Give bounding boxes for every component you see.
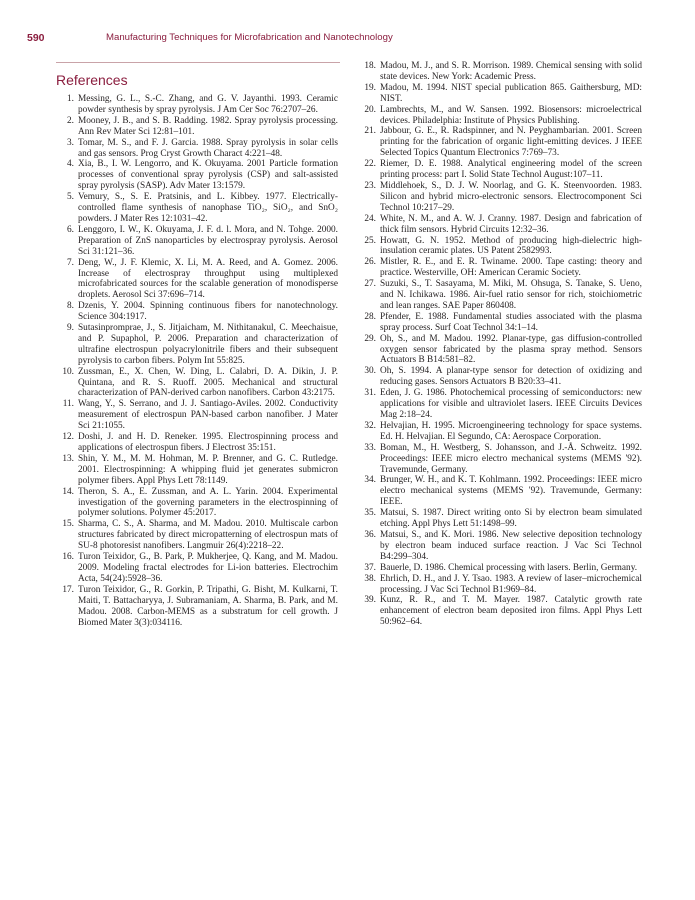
reference-entry xyxy=(358,530,642,563)
reference-text: Wang, Y., S. Serrano, and J. J. Santiago-Aviles. 2002. Conductivity measurement of electrospun PAN-based carbon nanofiber. J Mater Sci 21:1055. xyxy=(78,399,338,432)
reference-entry xyxy=(358,279,642,312)
reference-number: 19. xyxy=(364,82,376,93)
reference-entry xyxy=(358,443,642,476)
reference-number: 5. xyxy=(67,192,74,203)
reference-number: 38. xyxy=(364,573,376,584)
reference-entry xyxy=(56,323,338,367)
reference-text: Kunz, R. R., and T. M. Mayer. 1987. Catalytic growth rate enhancement of electron beam deposited iron films. Appl Phys Lett 50:962–64. xyxy=(380,595,642,628)
reference-entry xyxy=(56,225,338,258)
reference-number: 32. xyxy=(364,420,376,431)
reference-text: Zussman, E., X. Chen, W. Ding, L. Calabri, D. A. Dikin, J. P. Quintana, and R. S. Ruoff. 2005. Mechanical and structural characterization of PAN-derived carbon nanofibers. Carbon 43:2175. xyxy=(78,366,338,399)
reference-text: Vemury, S., S. E. Pratsinis, and L. Kibbey. 1977. Electrically-controlled flame synthesis of nanophase TiO₂, SiO₂, and SnO₂ powders. J Mater Res 12:1031–42. xyxy=(78,192,338,224)
reference-text: Mistler, R. E., and E. R. Twiname. 2000. Tape casting: theory and practice. Westerville, OH: American Ceramic Society. xyxy=(380,257,642,279)
reference-entry xyxy=(56,94,338,116)
references-left-column xyxy=(56,94,338,628)
reference-number: 15. xyxy=(62,519,74,530)
reference-text: Riemer, D. E. 1988. Analytical engineering model of the screen printing process: part I. Solid State Technol August:107–11. xyxy=(380,159,642,181)
reference-number: 13. xyxy=(62,453,74,464)
reference-entry xyxy=(56,454,338,487)
reference-entry xyxy=(358,508,642,530)
reference-text: Madou, M. 1994. NIST special publication 865. Gaithersburg, MD: NIST. xyxy=(380,82,642,104)
reference-text: Tomar, M. S., and F. J. Garcia. 1988. Spray pyrolysis in solar cells and gas sensors. Prog Cryst Growth Charact 4:221–48. xyxy=(78,137,338,159)
reference-text: White, N. M., and A. W. J. Cranny. 1987. Design and fabrication of thick film sensors. Hybrid Circuits 12:32–36. xyxy=(380,213,642,235)
reference-number: 18. xyxy=(364,61,376,71)
reference-entry xyxy=(358,105,642,127)
reference-text: Oh, S. 1994. A planar-type sensor for detection of oxidizing and reducing gases. Sensors Actuators B B20:33–41. xyxy=(380,366,642,388)
reference-number: 39. xyxy=(364,595,376,606)
reference-entry xyxy=(56,258,338,302)
reference-number: 33. xyxy=(364,442,376,453)
reference-text: Bauerle, D. 1986. Chemical processing with lasers. Berlin, Germany. xyxy=(380,562,638,573)
reference-entry xyxy=(358,126,642,159)
reference-text: Brunger, W. H., and K. T. Kohlmann. 1992. Proceedings: IEEE micro electro mechanical systems (MEMS '92). Travemunde, Germany: IEEE. xyxy=(380,475,642,508)
reference-number: 1. xyxy=(67,94,74,104)
reference-number: 36. xyxy=(364,529,376,540)
reference-text: Turon Teixidor, G., R. Gorkin, P. Tripathi, G. Bisht, M. Kulkarni, T. Maiti, T. Battacharyya, J. Subramaniam, A. Sharma, B. Park, and M. Madou. 2008. Carbon-MEMS as a substratum for cell growth. J Biomed Mater 3(3):034116. xyxy=(78,584,338,628)
reference-number: 8. xyxy=(67,301,74,312)
reference-number: 23. xyxy=(364,180,376,191)
reference-number: 22. xyxy=(364,159,376,170)
reference-number: 10. xyxy=(62,366,74,377)
reference-entry xyxy=(56,301,338,323)
reference-entry xyxy=(358,334,642,367)
reference-entry xyxy=(56,432,338,454)
reference-number: 21. xyxy=(364,126,376,137)
reference-entry xyxy=(358,475,642,508)
reference-number: 34. xyxy=(364,475,376,486)
reference-number: 24. xyxy=(364,213,376,224)
reference-text: Pfender, E. 1988. Fundamental studies associated with the plasma spray process. Surf Coat Technol 34:1–14. xyxy=(380,311,642,333)
reference-entry xyxy=(358,214,642,236)
reference-entry xyxy=(358,574,642,596)
reference-entry xyxy=(358,181,642,214)
reference-entry xyxy=(358,236,642,258)
reference-text: Xia, B., I. W. Lengorro, and K. Okuyama. 2001 Particle formation processes of conventional spray pyrolysis (CSP) and salt-assisted spray pyrolysis (SASP). Adv Mater 13:1579. xyxy=(78,159,338,192)
reference-entry xyxy=(358,257,642,279)
reference-text: Doshi, J. and H. D. Reneker. 1995. Electrospinning process and applications of electrospun fibers. J Electrost 35:151. xyxy=(78,432,338,453)
reference-number: 28. xyxy=(364,311,376,322)
reference-entry xyxy=(56,519,338,552)
reference-number: 35. xyxy=(364,508,376,519)
reference-text: Lenggoro, I. W., K. Okuyama, J. F. d. l. Mora, and N. Tohge. 2000. Preparation of ZnS nanoparticles by electrospray pyrolysis. Aerosol Sci 31:121–36. xyxy=(78,224,338,257)
reference-number: 2. xyxy=(67,115,74,126)
reference-number: 16. xyxy=(62,552,74,563)
reference-number: 9. xyxy=(67,323,74,334)
references-right-column xyxy=(358,61,642,628)
reference-text: Shin, Y. M., M. M. Hohman, M. P. Brenner, and G. C. Rutledge. 2001. Electrospinning: A whipping fluid jet generates submicron polymer fibers. Appl Phys Lett 78:1149. xyxy=(78,453,338,486)
reference-entry xyxy=(56,552,338,585)
reference-number: 4. xyxy=(67,159,74,170)
reference-number: 14. xyxy=(62,486,74,497)
reference-entry xyxy=(56,116,338,138)
section-title: References xyxy=(56,72,128,88)
reference-entry xyxy=(358,563,642,574)
reference-text: Eden, J. G. 1986. Photochemical processing of semiconductors: new applications for visible and ultraviolet lasers. IEEE Circuits Devices Mag 2:18–24. xyxy=(380,388,642,420)
reference-number: 37. xyxy=(364,562,376,573)
reference-number: 30. xyxy=(364,366,376,377)
reference-text: Jabbour, G. E., R. Radspinner, and N. Peyghambarian. 2001. Screen printing for the fabrication of organic light-emitting devices. J IEEE Selected Topics Quantum Electronics 7:769–73. xyxy=(380,126,642,159)
reference-number: 11. xyxy=(62,399,74,410)
reference-number: 20. xyxy=(364,104,376,115)
reference-entry xyxy=(358,83,642,105)
reference-entry xyxy=(56,487,338,520)
reference-entry xyxy=(56,192,338,225)
reference-entry xyxy=(56,367,338,400)
reference-text: Middlehoek, S., D. J. W. Noorlag, and G. K. Steenvoorden. 1983. Silicon and hybrid micro-electronic sensors. Electrocomponent Sci Technol 10:217–29. xyxy=(380,180,642,213)
reference-text: Turon Teixidor, G., B. Park, P. Mukherjee, Q. Kang, and M. Madou. 2009. Modeling fractal electrodes for Li-ion batteries. Electrochim Acta, 54(24):5928–36. xyxy=(78,552,338,584)
reference-text: Matsui, S. 1987. Direct writing onto Si by electron beam simulated etching. Appl Phys Lett 51:1498–99. xyxy=(380,508,642,530)
reference-number: 29. xyxy=(364,333,376,344)
reference-text: Dzenis, Y. 2004. Spinning continuous fibers for nanotechnology. Science 304:1917. xyxy=(78,301,338,323)
reference-entry xyxy=(358,388,642,421)
reference-entry xyxy=(358,595,642,628)
reference-text: Matsui, S., and K. Mori. 1986. New selective deposition technology by electron beam induced surface reaction. J Vac Sci Technol B4:299–304. xyxy=(380,529,642,562)
reference-entry xyxy=(358,159,642,181)
reference-text: Mooney, J. B., and S. B. Radding. 1982. Spray pyrolysis processing. Ann Rev Mater Sci 12:81–101. xyxy=(78,115,338,137)
reference-text: Madou, M. J., and S. R. Morrison. 1989. Chemical sensing with solid state devices. New York: Academic Press. xyxy=(380,61,642,82)
reference-number: 12. xyxy=(62,432,74,443)
reference-entry xyxy=(56,159,338,192)
reference-number: 26. xyxy=(364,257,376,268)
reference-entry xyxy=(56,399,338,432)
running-header xyxy=(27,30,667,50)
reference-text: Deng, W., J. F. Klemic, X. Li, M. A. Reed, and A. Gomez. 2006. Increase of electrospray throughput using multiplexed microfabricated sources for the scalable generation of monodisperse droplets. Aerosol Sci 37:696–714. xyxy=(78,257,338,301)
reference-text: Theron, S. A., E. Zussman, and A. L. Yarin. 2004. Experimental investigation of the governing parameters in the electrospinning of polymer solutions. Polymer 45:2017. xyxy=(78,486,338,519)
reference-entry xyxy=(56,138,338,160)
reference-number: 6. xyxy=(67,224,74,235)
reference-text: Lambrechts, M., and W. Sansen. 1992. Biosensors: microelectrical devices. Philadelphia: Institute of Physics Publishing. xyxy=(380,104,642,126)
reference-entry xyxy=(56,585,338,629)
reference-number: 7. xyxy=(67,257,74,268)
reference-text: Boman, M., H. Westberg, S. Johansson, and J.-Å. Schweitz. 1992. Proceedings: IEEE micro electro mechanical systems (MEMS '92). Travemunde, Germany. xyxy=(380,442,642,475)
reference-entry xyxy=(358,366,642,388)
page-number: 590 xyxy=(27,32,45,44)
reference-number: 31. xyxy=(364,388,376,399)
reference-text: Suzuki, S., T. Sasayama, M. Miki, M. Ohsuga, S. Tanake, S. Ueno, and N. Ichikawa. 1986. Air-fuel ratio sensor for rich, stoichiometric and lean ranges. SAE Paper 860408. xyxy=(380,279,642,311)
reference-number: 3. xyxy=(67,137,74,148)
reference-entry xyxy=(358,312,642,334)
reference-text: Messing, G. L., S.-C. Zhang, and G. V. Jayanthi. 1993. Ceramic powder synthesis by spray pyrolysis. J Am Cer Soc 76:2707–26. xyxy=(78,94,338,115)
reference-number: 17. xyxy=(62,584,74,595)
reference-number: 27. xyxy=(364,279,376,290)
reference-text: Ehrlich, D. H., and J. Y. Tsao. 1983. A review of laser–microchemical processing. J Vac Sci Technol B1:969–84. xyxy=(380,573,642,595)
reference-text: Sharma, C. S., A. Sharma, and M. Madou. 2010. Multiscale carbon structures fabricated by direct micropatterning of electrospun mats of SU-8 photoresist nanofibers. Langmuir 26(4):2218–22. xyxy=(78,519,338,552)
running-title: Manufacturing Techniques for Microfabrication and Nanotechnology xyxy=(106,32,393,43)
reference-entry xyxy=(358,421,642,443)
reference-text: Helvajian, H. 1995. Microengineering technology for space systems. Ed. H. Helvajian. El Segundo, CA: Aerospace Corporation. xyxy=(380,420,642,442)
reference-text: Howatt, G. N. 1952. Method of producing high-dielectric high-insulation ceramic plates. US Patent 2582993. xyxy=(380,235,642,257)
reference-text: Oh, S., and M. Madou. 1992. Planar-type, gas diffusion-controlled oxygen sensor fabricated by the plasma spray method. Sensors Actuators B B14:581–82. xyxy=(380,333,642,366)
section-divider xyxy=(56,62,340,63)
reference-number: 25. xyxy=(364,235,376,246)
reference-text: Sutasinpromprae, J., S. Jitjaicham, M. Nithitanakul, C. Meechaisue, and P. Supaphol, P. 2006. Preparation and characterization of ultrafine electrospun polyacrylonitrile fibers and their subsequent pyrolysis to carbon fibers. Polym Int 55:825. xyxy=(78,323,338,366)
reference-entry xyxy=(358,61,642,83)
